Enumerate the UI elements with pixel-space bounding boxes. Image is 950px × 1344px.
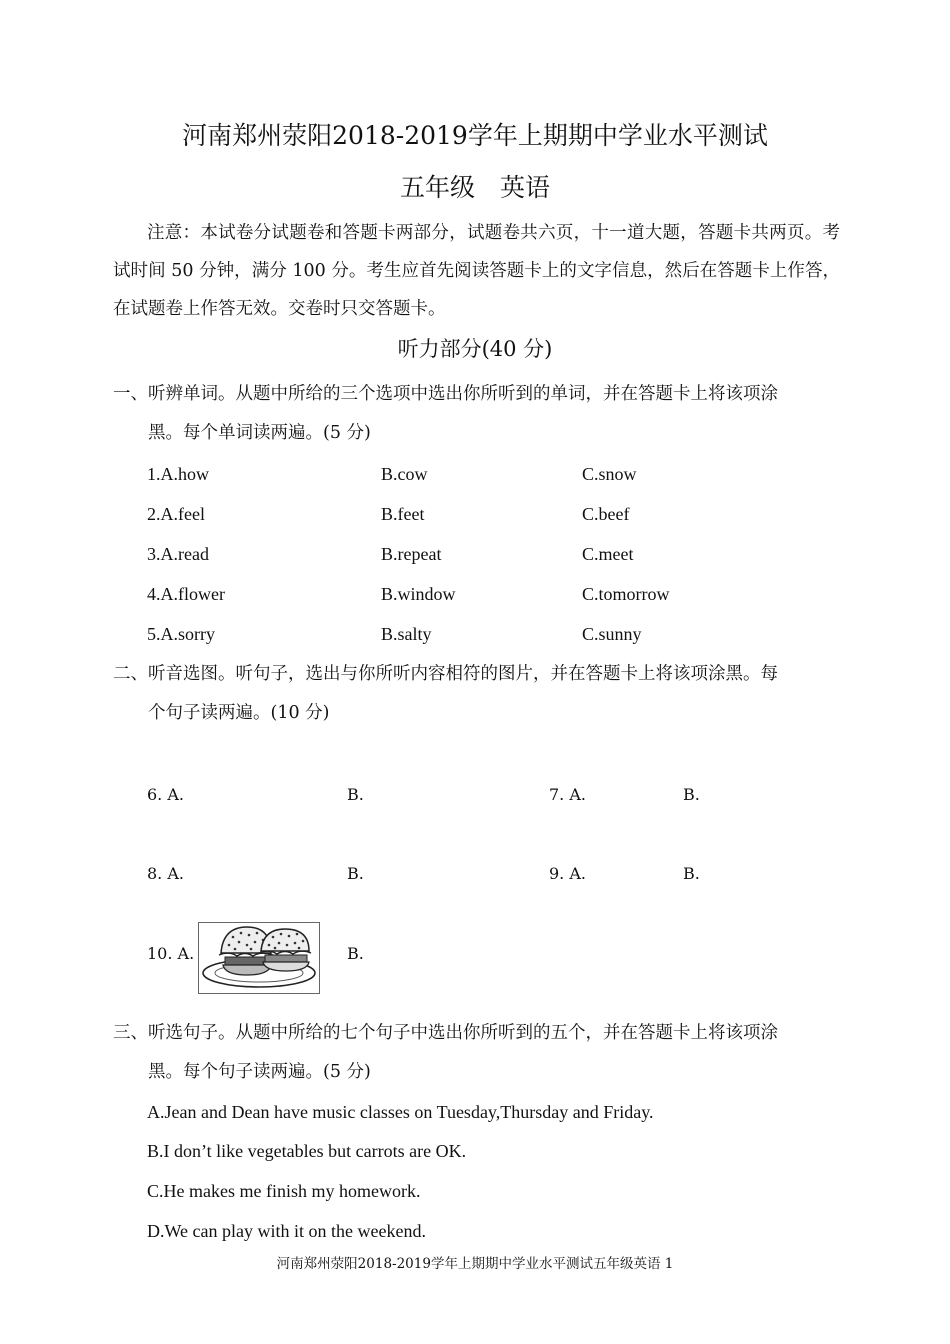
option-5b: B.salty bbox=[381, 624, 432, 644]
part2-instruction-line1: 二、听音选图。听句子，选出与你所听内容相符的图片，并在答题卡上将该项涂黑。每 bbox=[113, 664, 778, 684]
option-2c: C.beef bbox=[582, 504, 630, 524]
item-6a-label: 6. A. bbox=[147, 785, 184, 804]
item-10b-label: B. bbox=[347, 944, 364, 963]
option-3a: 3.A.read bbox=[147, 544, 209, 564]
burgers-on-plate-icon bbox=[198, 922, 320, 994]
option-2a: 2.A.feel bbox=[147, 504, 205, 524]
exam-notice: 注意：本试卷分试题卷和答题卡两部分，试题卷共六页，十一道大题，答题卡共两页。考试时间 50 分钟，满分 100 分。考生应首先阅读答题卡上的文字信息，然后在答题卡上作答，在试题卷上作答无效。交卷时只交答题卡。 bbox=[113, 223, 840, 319]
part3-instruction bbox=[113, 1014, 840, 1092]
sentence-b: B.I don’t like vegetables but carrots are OK. bbox=[147, 1141, 467, 1161]
option-3c: C.meet bbox=[582, 544, 634, 564]
section-heading-listening: 听力部分(40 分) bbox=[397, 337, 553, 361]
sentence-a: A.Jean and Dean have music classes on Tuesday,Thursday and Friday. bbox=[147, 1102, 654, 1122]
item-8b-label: B. bbox=[347, 864, 364, 883]
part1-instruction-line2: 黑。每个单词读两遍。(5 分) bbox=[148, 423, 371, 443]
item-9a-label: 9. A. bbox=[549, 864, 586, 883]
page-footer: 河南郑州荥阳2018-2019学年上期期中学业水平测试五年级英语 1 bbox=[276, 1256, 674, 1272]
option-5a: 5.A.sorry bbox=[147, 624, 215, 644]
part2-instruction-line2: 个句子读两遍。(10 分) bbox=[148, 703, 330, 723]
page-title: 河南郑州荥阳2018-2019学年上期期中学业水平测试 bbox=[182, 121, 768, 150]
option-1b: B.cow bbox=[381, 464, 428, 484]
option-1c: C.snow bbox=[582, 464, 637, 484]
option-5c: C.sunny bbox=[582, 624, 642, 644]
part3-instruction-line1: 三、听选句子。从题中所给的七个句子中选出你所听到的五个，并在答题卡上将该项涂 bbox=[113, 1023, 778, 1043]
part2-instruction bbox=[113, 655, 840, 733]
item-7a-label: 7. A. bbox=[549, 785, 586, 804]
option-3b: B.repeat bbox=[381, 544, 442, 564]
option-4c: C.tomorrow bbox=[582, 584, 670, 604]
sentence-d: D.We can play with it on the weekend. bbox=[147, 1221, 426, 1241]
part3-instruction-line2: 黑。每个句子读两遍。(5 分) bbox=[148, 1062, 371, 1082]
part1-instruction bbox=[113, 375, 840, 453]
sentence-c: C.He makes me finish my homework. bbox=[147, 1181, 421, 1201]
page-subtitle: 五年级 英语 bbox=[399, 173, 550, 202]
option-2b: B.feet bbox=[381, 504, 425, 524]
option-4b: B.window bbox=[381, 584, 456, 604]
option-4a: 4.A.flower bbox=[147, 584, 225, 604]
item-7b-label: B. bbox=[683, 785, 700, 804]
item-6b-label: B. bbox=[347, 785, 364, 804]
item-10a-label: 10. A. bbox=[147, 944, 195, 963]
part1-instruction-line1: 一、听辨单词。从题中所给的三个选项中选出你所听到的单词，并在答题卡上将该项涂 bbox=[113, 384, 778, 404]
item-9b-label: B. bbox=[683, 864, 700, 883]
item-8a-label: 8. A. bbox=[147, 864, 184, 883]
option-1a: 1.A.how bbox=[147, 464, 209, 484]
